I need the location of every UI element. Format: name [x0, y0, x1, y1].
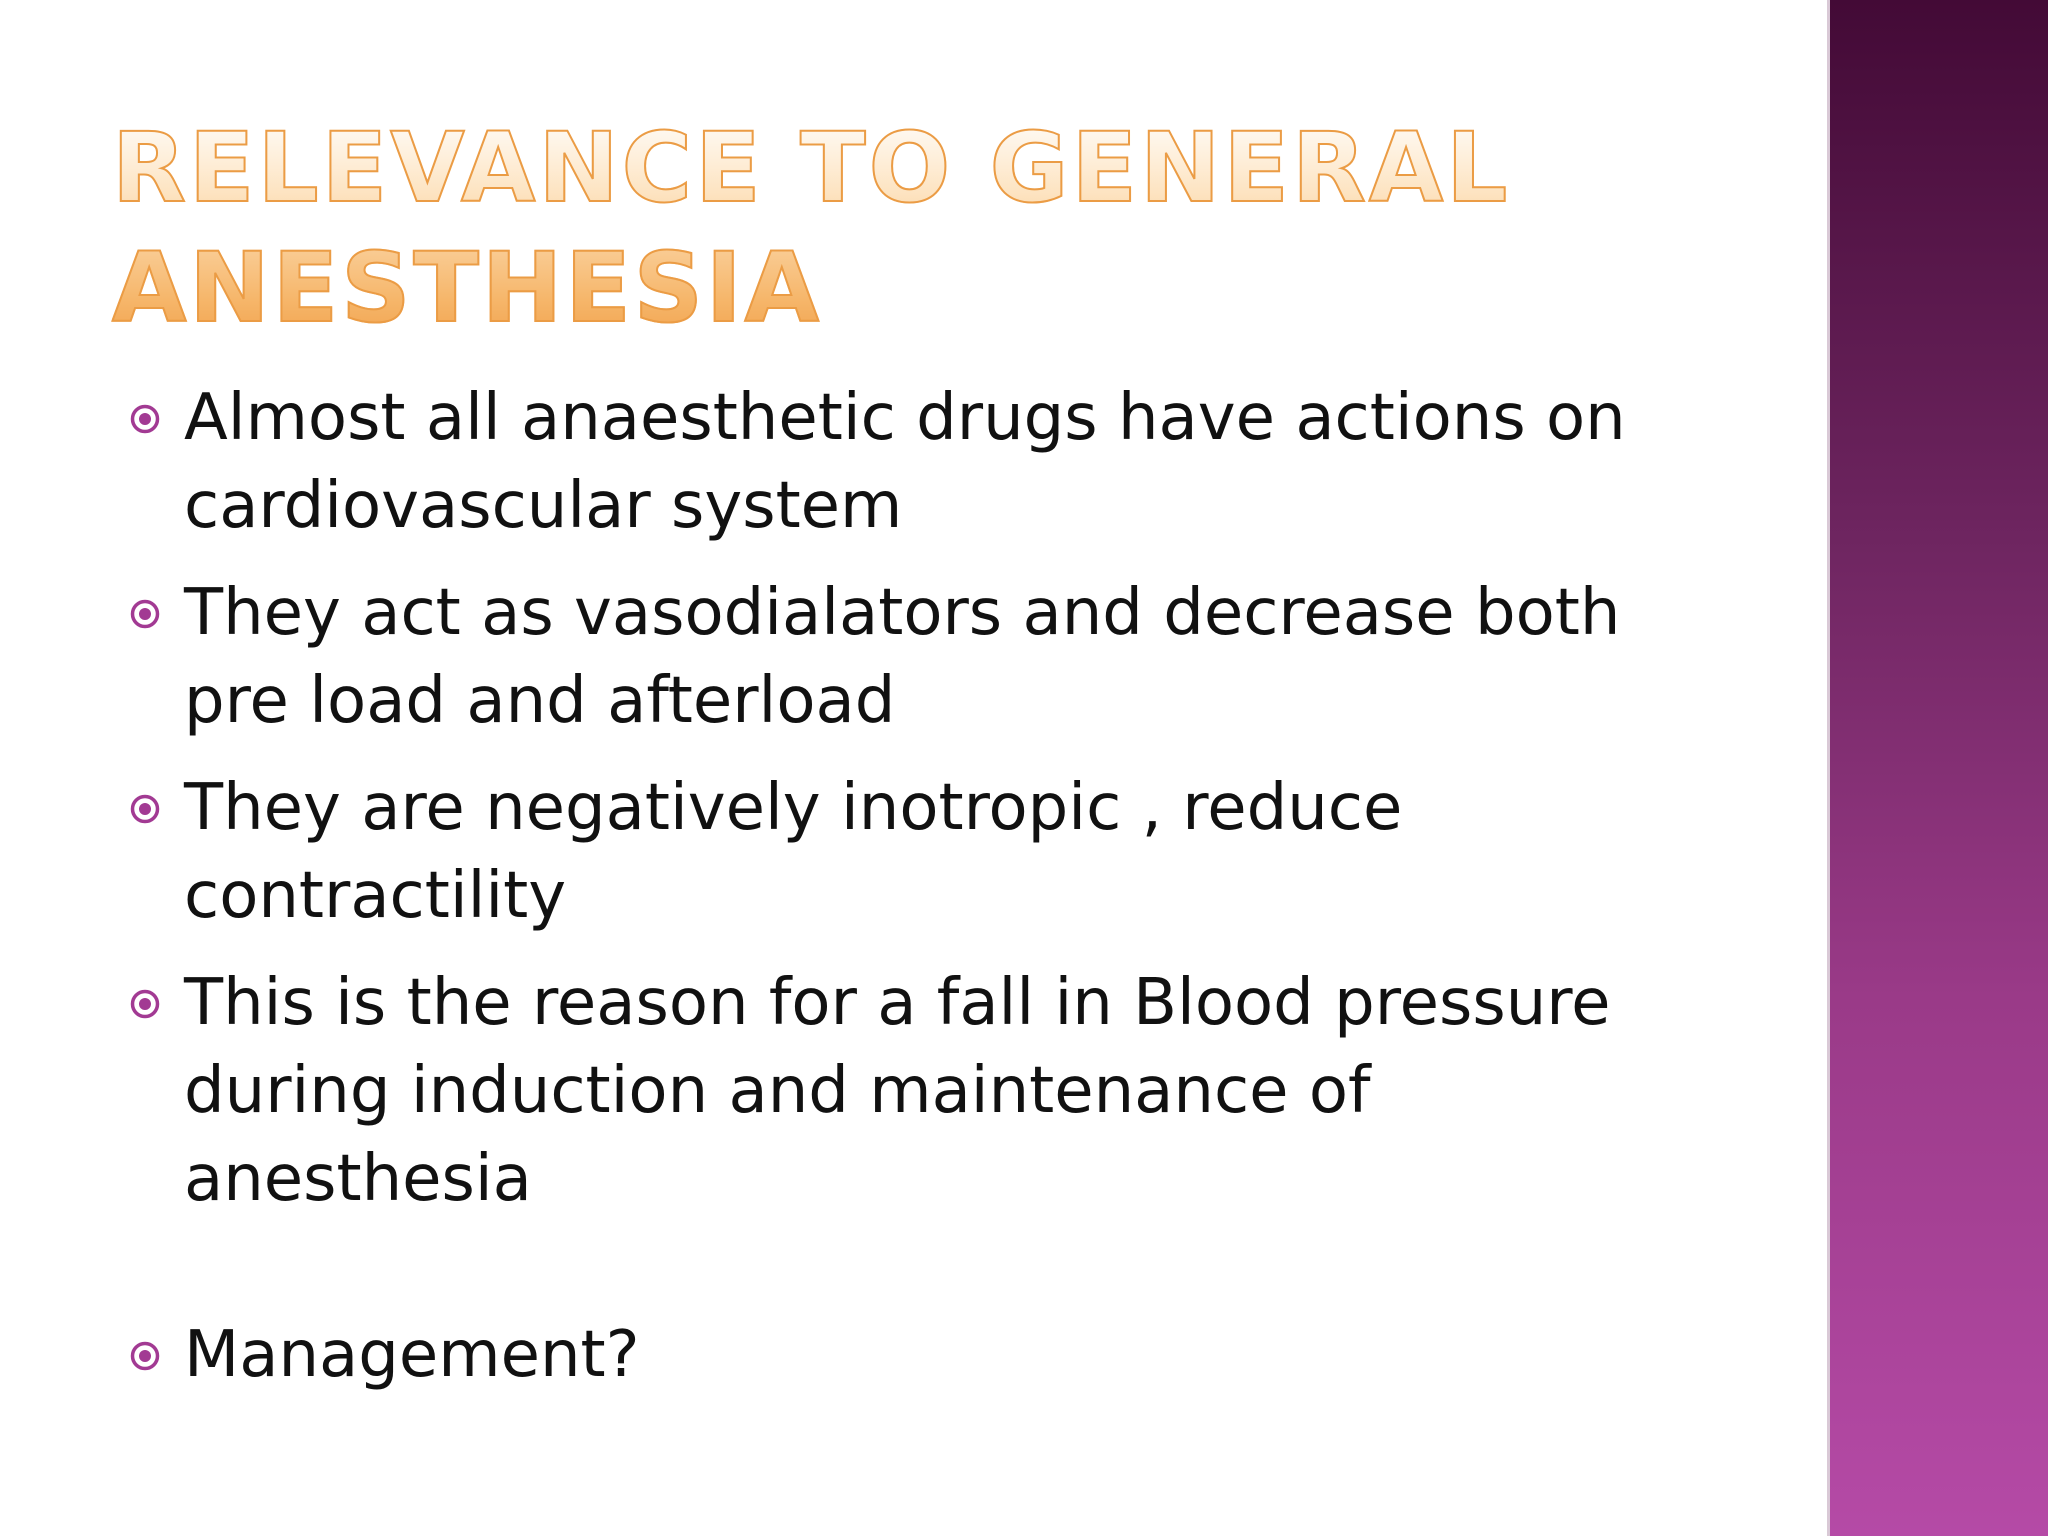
bullet-text: They act as vasodialators and decrease both pre load and afterload [184, 576, 1621, 738]
bullet-item [126, 374, 1726, 550]
bullet-list [126, 374, 1726, 1418]
bullet-item [126, 1311, 1726, 1399]
bullet-item [126, 569, 1726, 745]
decorative-side-band [1827, 0, 2048, 1536]
bullet-text: Management? [184, 1318, 640, 1392]
bullet-item [126, 959, 1726, 1223]
slide-title: RELEVANCE TO GENERAL ANESTHESIA [112, 108, 1712, 348]
circle-dot-bullet-icon [130, 989, 160, 1019]
circle-dot-bullet-icon [130, 794, 160, 824]
bullet-text: This is the reason for a fall in Blood pressure during induction and maintenance of anesthesia [184, 966, 1611, 1216]
bullet-text: They are negatively inotropic , reduce contractility [184, 771, 1403, 933]
circle-dot-bullet-icon [130, 404, 160, 434]
circle-dot-bullet-icon [130, 1341, 160, 1371]
circle-dot-bullet-icon [130, 599, 160, 629]
bullet-text: Almost all anaesthetic drugs have actions on cardiovascular system [184, 381, 1626, 543]
bullet-item [126, 764, 1726, 940]
